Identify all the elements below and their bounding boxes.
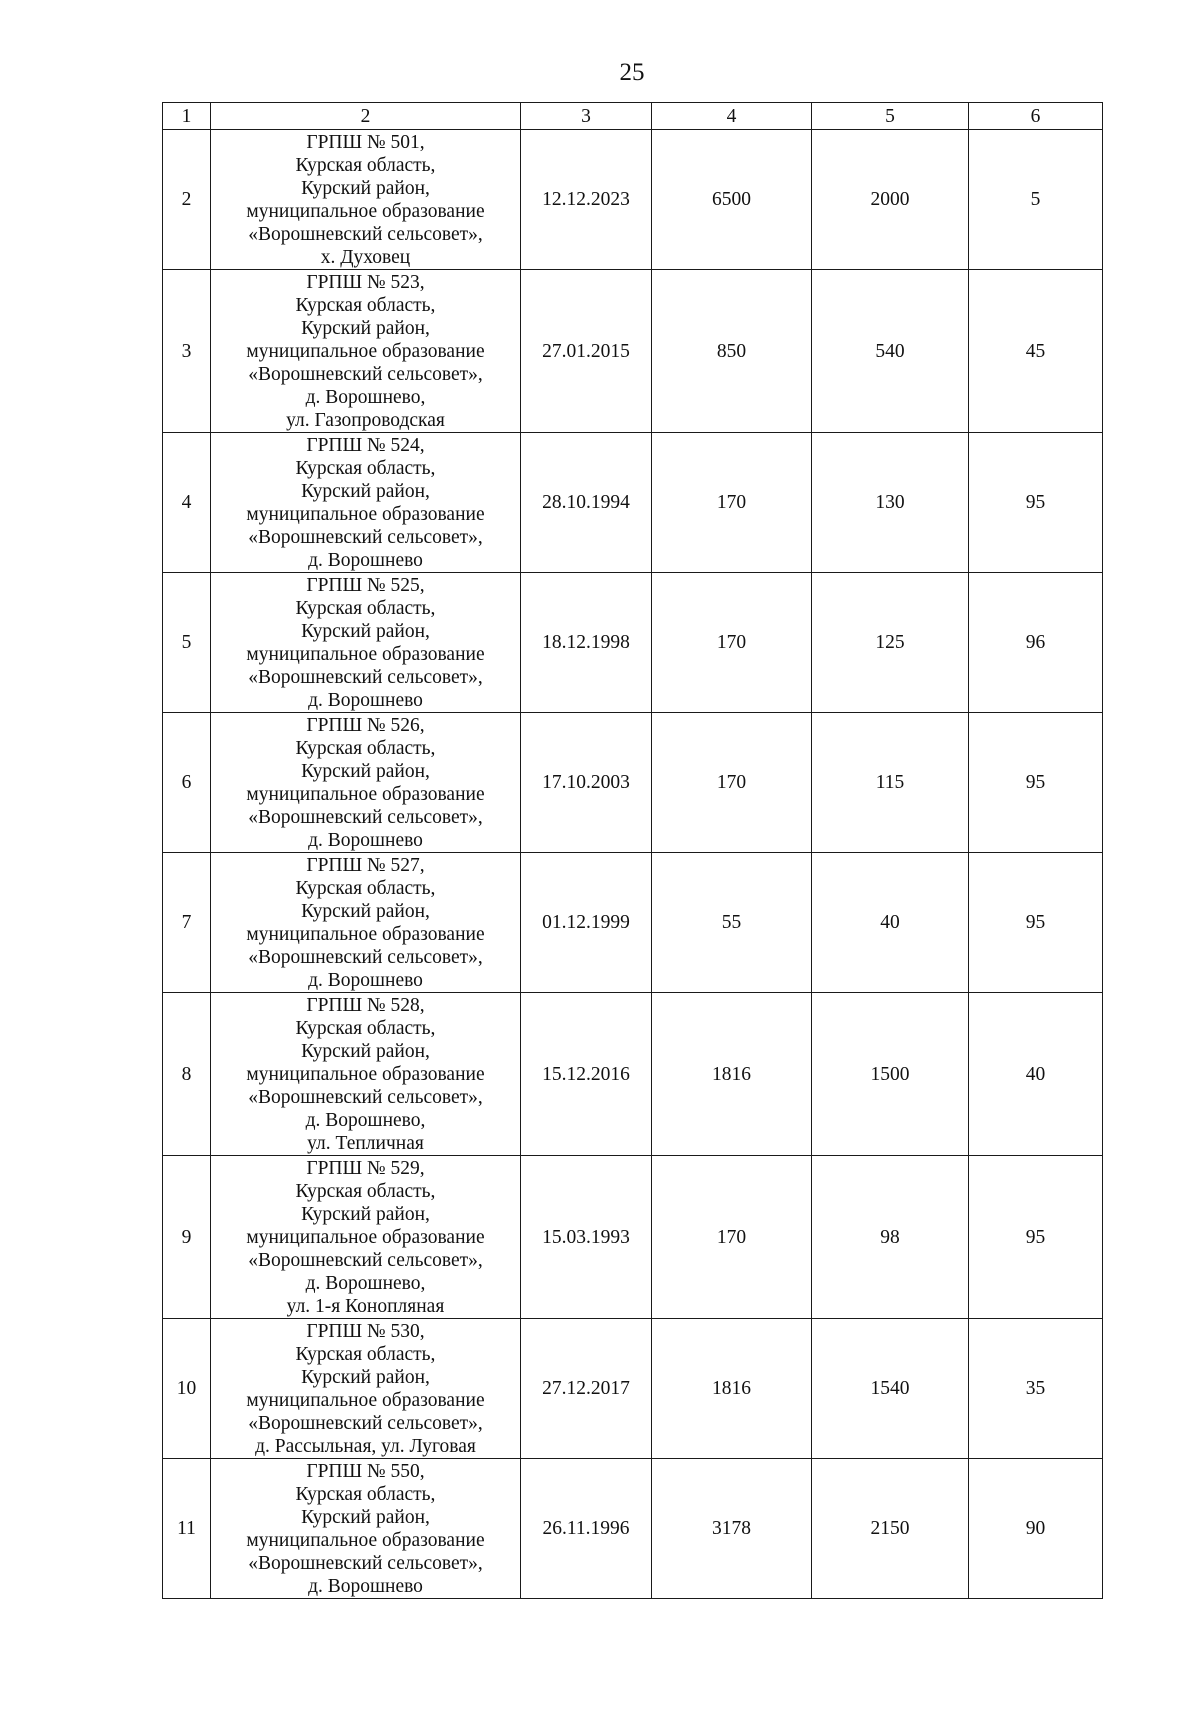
description-line: д. Рассыльная, ул. Луговая [255, 1435, 476, 1457]
column-4-cell: 1816 [652, 1319, 812, 1459]
column-header: 4 [652, 103, 812, 130]
column-4-cell: 170 [652, 433, 812, 573]
description-line: «Ворошневский сельсовет», [248, 223, 483, 245]
description-line: ГРПШ № 529, [306, 1157, 425, 1179]
column-6-cell: 95 [969, 1156, 1103, 1319]
column-5-cell: 540 [812, 270, 969, 433]
description-cell [211, 853, 521, 993]
row-number-cell: 7 [163, 853, 211, 993]
description-line: Курская область, [295, 457, 436, 479]
column-4-cell: 170 [652, 713, 812, 853]
description-line: ул. Тепличная [307, 1132, 424, 1154]
row-number-cell: 9 [163, 1156, 211, 1319]
column-4-cell: 170 [652, 573, 812, 713]
description-line: ГРПШ № 525, [306, 574, 425, 596]
description-line: муниципальное образование [246, 1226, 485, 1248]
date-cell: 27.01.2015 [521, 270, 652, 433]
description-line: ГРПШ № 524, [306, 434, 425, 456]
description-line: Курский район, [301, 900, 430, 922]
description-line: д. Ворошнево, [305, 1109, 426, 1131]
row-number-cell: 8 [163, 993, 211, 1156]
description-line: ГРПШ № 526, [306, 714, 425, 736]
description-cell [211, 270, 521, 433]
table-row [163, 130, 1103, 270]
column-4-cell: 6500 [652, 130, 812, 270]
date-cell: 15.03.1993 [521, 1156, 652, 1319]
table-row [163, 573, 1103, 713]
date-cell: 12.12.2023 [521, 130, 652, 270]
column-4-cell: 55 [652, 853, 812, 993]
description-line: Курский район, [301, 177, 430, 199]
description-line: ГРПШ № 530, [306, 1320, 425, 1342]
date-cell: 18.12.1998 [521, 573, 652, 713]
description-line: Курский район, [301, 620, 430, 642]
column-header: 2 [211, 103, 521, 130]
description-line: д. Ворошнево [308, 1575, 423, 1597]
description-line: «Ворошневский сельсовет», [248, 666, 483, 688]
description-line: муниципальное образование [246, 1063, 485, 1085]
description-line: Курская область, [295, 877, 436, 899]
table-row [163, 1319, 1103, 1459]
description-line: ул. Газопроводская [286, 409, 445, 431]
description-line: ГРПШ № 501, [306, 131, 425, 153]
row-number-cell: 6 [163, 713, 211, 853]
table-row [163, 993, 1103, 1156]
column-5-cell: 1500 [812, 993, 969, 1156]
description-line: муниципальное образование [246, 1389, 485, 1411]
description-line: «Ворошневский сельсовет», [248, 1552, 483, 1574]
description-line: ул. 1-я Конопляная [286, 1295, 445, 1317]
column-5-cell: 1540 [812, 1319, 969, 1459]
description-line: д. Ворошнево [308, 829, 423, 851]
column-4-cell: 850 [652, 270, 812, 433]
row-number-cell: 2 [163, 130, 211, 270]
description-line: д. Ворошнево, [305, 1272, 426, 1294]
description-line: муниципальное образование [246, 923, 485, 945]
column-4-cell: 1816 [652, 993, 812, 1156]
description-line: Курский район, [301, 1203, 430, 1225]
column-4-cell: 170 [652, 1156, 812, 1319]
column-6-cell: 5 [969, 130, 1103, 270]
description-line: Курская область, [295, 737, 436, 759]
description-line: муниципальное образование [246, 783, 485, 805]
description-line: д. Ворошнево [308, 549, 423, 571]
description-line: х. Духовец [320, 246, 411, 268]
date-cell: 01.12.1999 [521, 853, 652, 993]
description-line: муниципальное образование [246, 503, 485, 525]
column-5-cell: 125 [812, 573, 969, 713]
column-header: 1 [163, 103, 211, 130]
description-line: Курский район, [301, 480, 430, 502]
description-line: Курский район, [301, 760, 430, 782]
table-row [163, 713, 1103, 853]
column-6-cell: 40 [969, 993, 1103, 1156]
registry-table [162, 102, 1103, 1599]
description-cell [211, 1319, 521, 1459]
description-line: «Ворошневский сельсовет», [248, 1086, 483, 1108]
description-line: Курская область, [295, 1017, 436, 1039]
column-6-cell: 95 [969, 853, 1103, 993]
column-header: 3 [521, 103, 652, 130]
description-line: муниципальное образование [246, 200, 485, 222]
description-cell [211, 1459, 521, 1599]
date-cell: 26.11.1996 [521, 1459, 652, 1599]
description-cell [211, 573, 521, 713]
column-6-cell: 96 [969, 573, 1103, 713]
description-line: «Ворошневский сельсовет», [248, 363, 483, 385]
description-line: Курская область, [295, 597, 436, 619]
description-line: муниципальное образование [246, 643, 485, 665]
page-number: 25 [619, 59, 645, 86]
column-4-cell: 3178 [652, 1459, 812, 1599]
description-line: д. Ворошнево [308, 969, 423, 991]
column-header: 5 [812, 103, 969, 130]
description-line: Курская область, [295, 294, 436, 316]
description-line: д. Ворошнево [308, 689, 423, 711]
description-line: Курский район, [301, 1506, 430, 1528]
column-6-cell: 90 [969, 1459, 1103, 1599]
description-line: Курский район, [301, 1366, 430, 1388]
description-line: Курская область, [295, 1343, 436, 1365]
column-header-row [163, 103, 1103, 130]
description-line: Курская область, [295, 154, 436, 176]
column-6-cell: 35 [969, 1319, 1103, 1459]
date-cell: 27.12.2017 [521, 1319, 652, 1459]
description-line: ГРПШ № 523, [306, 271, 425, 293]
description-cell [211, 433, 521, 573]
description-line: ГРПШ № 527, [306, 854, 425, 876]
column-header: 6 [969, 103, 1103, 130]
description-line: муниципальное образование [246, 340, 485, 362]
row-number-cell: 5 [163, 573, 211, 713]
table-row [163, 1459, 1103, 1599]
row-number-cell: 11 [163, 1459, 211, 1599]
description-line: Курский район, [301, 1040, 430, 1062]
column-6-cell: 95 [969, 433, 1103, 573]
row-number-cell: 3 [163, 270, 211, 433]
description-line: «Ворошневский сельсовет», [248, 1412, 483, 1434]
table-row [163, 1156, 1103, 1319]
description-cell [211, 993, 521, 1156]
description-cell [211, 713, 521, 853]
date-cell: 15.12.2016 [521, 993, 652, 1156]
row-number-cell: 4 [163, 433, 211, 573]
description-line: «Ворошневский сельсовет», [248, 1249, 483, 1271]
description-line: ГРПШ № 550, [306, 1460, 425, 1482]
row-number-cell: 10 [163, 1319, 211, 1459]
description-line: «Ворошневский сельсовет», [248, 806, 483, 828]
column-5-cell: 115 [812, 713, 969, 853]
table-row [163, 433, 1103, 573]
description-line: д. Ворошнево, [305, 386, 426, 408]
description-cell [211, 1156, 521, 1319]
column-5-cell: 2150 [812, 1459, 969, 1599]
column-5-cell: 2000 [812, 130, 969, 270]
description-line: Курский район, [301, 317, 430, 339]
column-5-cell: 98 [812, 1156, 969, 1319]
description-line: «Ворошневский сельсовет», [248, 946, 483, 968]
date-cell: 28.10.1994 [521, 433, 652, 573]
description-line: Курская область, [295, 1180, 436, 1202]
description-line: ГРПШ № 528, [306, 994, 425, 1016]
table-row [163, 853, 1103, 993]
column-5-cell: 40 [812, 853, 969, 993]
description-line: «Ворошневский сельсовет», [248, 526, 483, 548]
table-row [163, 270, 1103, 433]
column-6-cell: 45 [969, 270, 1103, 433]
column-6-cell: 95 [969, 713, 1103, 853]
description-line: Курская область, [295, 1483, 436, 1505]
description-line: муниципальное образование [246, 1529, 485, 1551]
description-cell [211, 130, 521, 270]
column-5-cell: 130 [812, 433, 969, 573]
date-cell: 17.10.2003 [521, 713, 652, 853]
